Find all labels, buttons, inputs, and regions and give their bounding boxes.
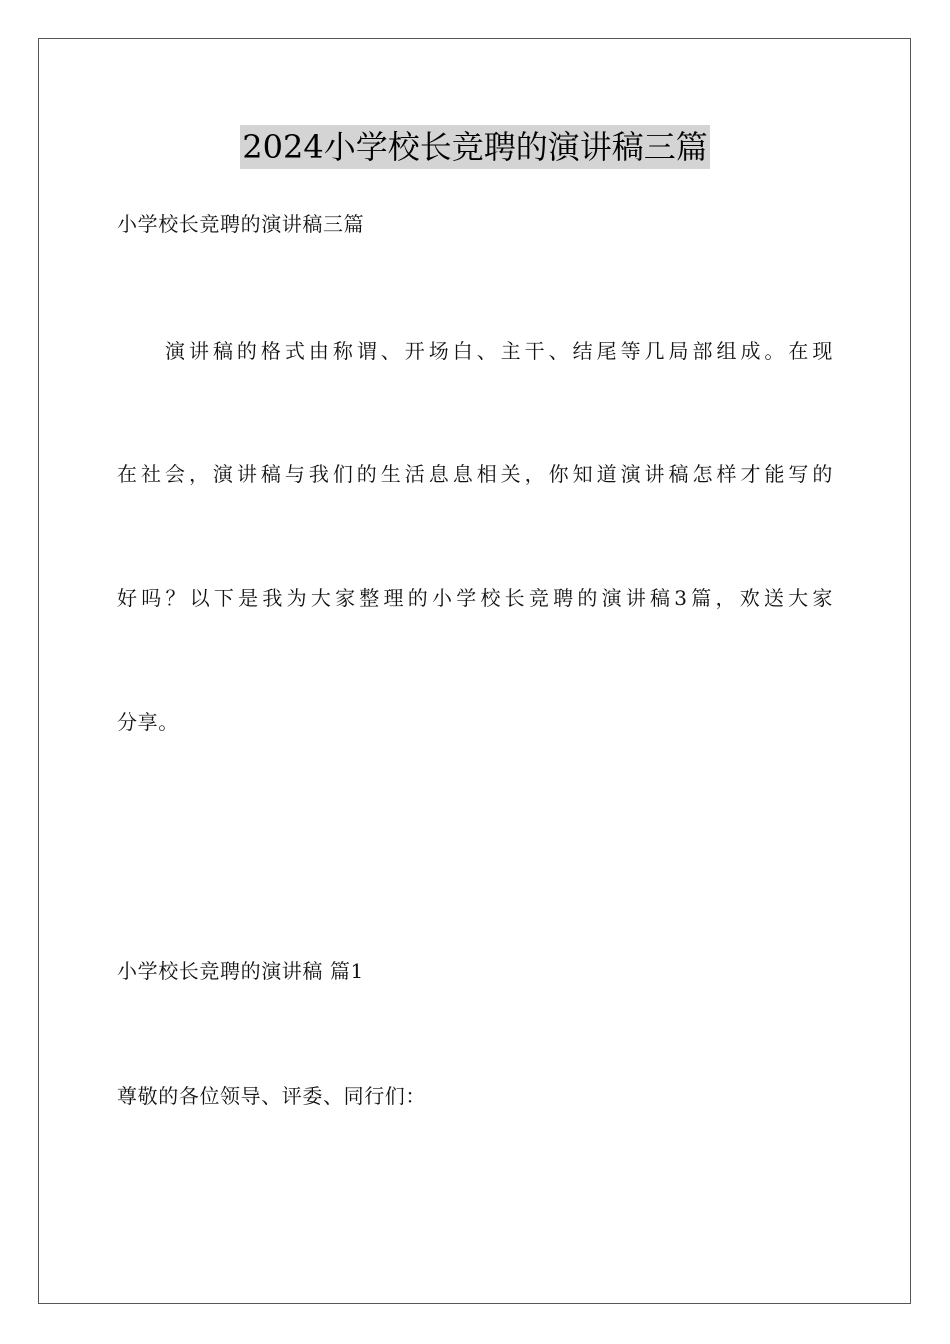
document-subtitle: 小学校长竞聘的演讲稿三篇 <box>117 212 365 236</box>
intro-line-3: 好吗？以下是我为大家整理的小学校长竞聘的演讲稿3篇，欢送大家 <box>117 586 833 610</box>
salutation: 尊敬的各位领导、评委、同行们： <box>117 1084 426 1108</box>
section-heading: 小学校长竞聘的演讲稿 篇1 <box>117 959 364 983</box>
intro-line-2: 在社会，演讲稿与我们的生活息息相关，你知道演讲稿怎样才能写的 <box>117 462 833 486</box>
title-container <box>0 125 950 169</box>
intro-line-4: 分享。 <box>117 710 179 734</box>
document-title: 2024小学校长竞聘的演讲稿三篇 <box>240 125 709 169</box>
intro-line-1: 演讲稿的格式由称谓、开场白、主干、结尾等几局部组成。在现 <box>165 339 833 363</box>
